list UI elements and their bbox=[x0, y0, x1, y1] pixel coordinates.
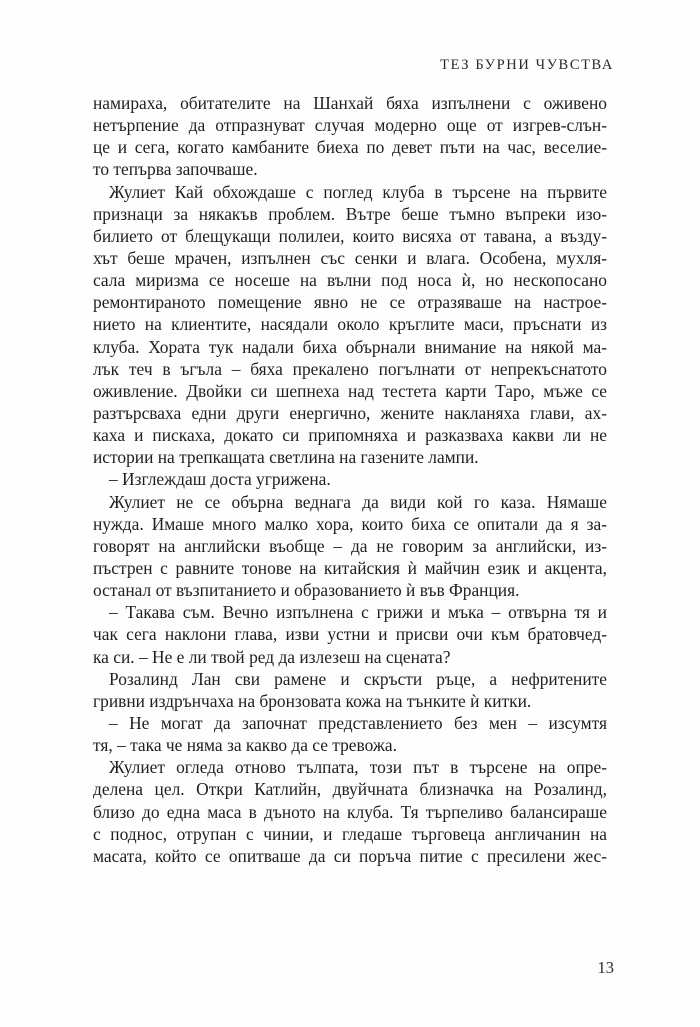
text-line: клуба. Хората тук надали биха обърнали внимание на някой ма- bbox=[93, 336, 607, 357]
text-line: лък теч в ъгъла – бяха прекалено погълнати от непрекъснатото bbox=[93, 358, 607, 379]
text-line: ка си. – Не е ли твой ред да излезеш на сцената? bbox=[93, 646, 451, 667]
text-line: останал от възпитанието и образованието ѝ във Франция. bbox=[93, 580, 520, 601]
text-line: гривни издрънчаха на бронзовата кожа на тънките ѝ китки. bbox=[93, 690, 532, 711]
text-line: билието от блещукащи полилеи, които висяха от тавана, а възду- bbox=[93, 225, 607, 246]
text-line: Жулиет не се обърна веднага да види кой го каза. Нямаше bbox=[109, 491, 607, 512]
text-line: признаци за някакъв проблем. Вътре беше тъмно въпреки изо- bbox=[93, 203, 607, 224]
text-line: хът беше мрачен, изпълнен със сенки и влага. Особена, мухля- bbox=[93, 247, 607, 268]
text-line: – Не могат да започнат представлението без мен – изсумтя bbox=[109, 712, 607, 733]
text-line: говорят на английски въобще – да не говорим за английски, из- bbox=[93, 535, 607, 556]
text-line: сала миризма се носеше на вълни под носа ѝ, но нескопосано bbox=[93, 270, 607, 291]
page-number: 13 bbox=[597, 958, 614, 977]
text-line: – Изглеждаш доста угрижена. bbox=[109, 469, 331, 490]
text-line: делена цел. Откри Катлийн, двуйчната близначка на Розалинд, bbox=[93, 779, 607, 800]
running-head: ТЕЗ БУРНИ ЧУВСТВА bbox=[440, 57, 614, 73]
body-text bbox=[93, 92, 607, 867]
text-line: нието на клиентите, насядали около кръглите маси, пръснати из bbox=[93, 314, 607, 335]
text-line: – Такава съм. Вечно изпълнена с грижи и мъка – отвърна тя и bbox=[109, 602, 607, 623]
text-line: нетърпение да отпразнуват случая модерно още от изгрев-слън- bbox=[93, 115, 607, 136]
text-line: с поднос, отрупан с чинии, и гледаше търговеца англичанин на bbox=[93, 823, 607, 844]
text-line: пъстрен с равните тонове на китайския ѝ майчин език и акцента, bbox=[93, 557, 607, 578]
text-line: ремонтираното помещение явно не се отразяваше на настрое- bbox=[93, 292, 607, 313]
text-line: разтърсваха едни други енергично, жените накланяха глави, ах- bbox=[93, 402, 607, 423]
text-line: каха и пискаха, докато си припомняха и разказваха какви ли не bbox=[93, 425, 607, 446]
text-line: намираха, обитателите на Шанхай бяха изпълнени с оживено bbox=[93, 93, 607, 113]
text-line: Жулиет Кай обхождаше с поглед клуба в търсене на първите bbox=[109, 181, 607, 202]
text-line: це и сега, когато камбаните биеха по девет пъти на час, веселие- bbox=[93, 137, 607, 158]
text-line: тя, – така че няма за какво да се тревожа. bbox=[93, 735, 397, 756]
text-line: Розалинд Лан сви рамене и скръсти ръце, а нефритените bbox=[109, 668, 607, 689]
text-line: истории на трепкащата светлина на газените лампи. bbox=[93, 447, 479, 468]
text-line: близо до една маса в дъното на клуба. Тя търпеливо балансираше bbox=[93, 801, 607, 822]
text-line: оживление. Двойки си шепнеха над тестета карти Таро, мъже се bbox=[93, 380, 607, 401]
text-line: нужда. Имаше много малко хора, които биха се опитали да я за- bbox=[93, 513, 607, 534]
text-line: чак сега наклони глава, изви устни и присви очи към братовчед- bbox=[93, 624, 607, 645]
text-line: то тепърва започваше. bbox=[93, 159, 258, 180]
text-line: масата, който се опитваше да си поръча питие с пресилени жес- bbox=[93, 845, 607, 866]
text-line: Жулиет огледа отново тълпата, този път в търсене на опре- bbox=[109, 757, 607, 778]
